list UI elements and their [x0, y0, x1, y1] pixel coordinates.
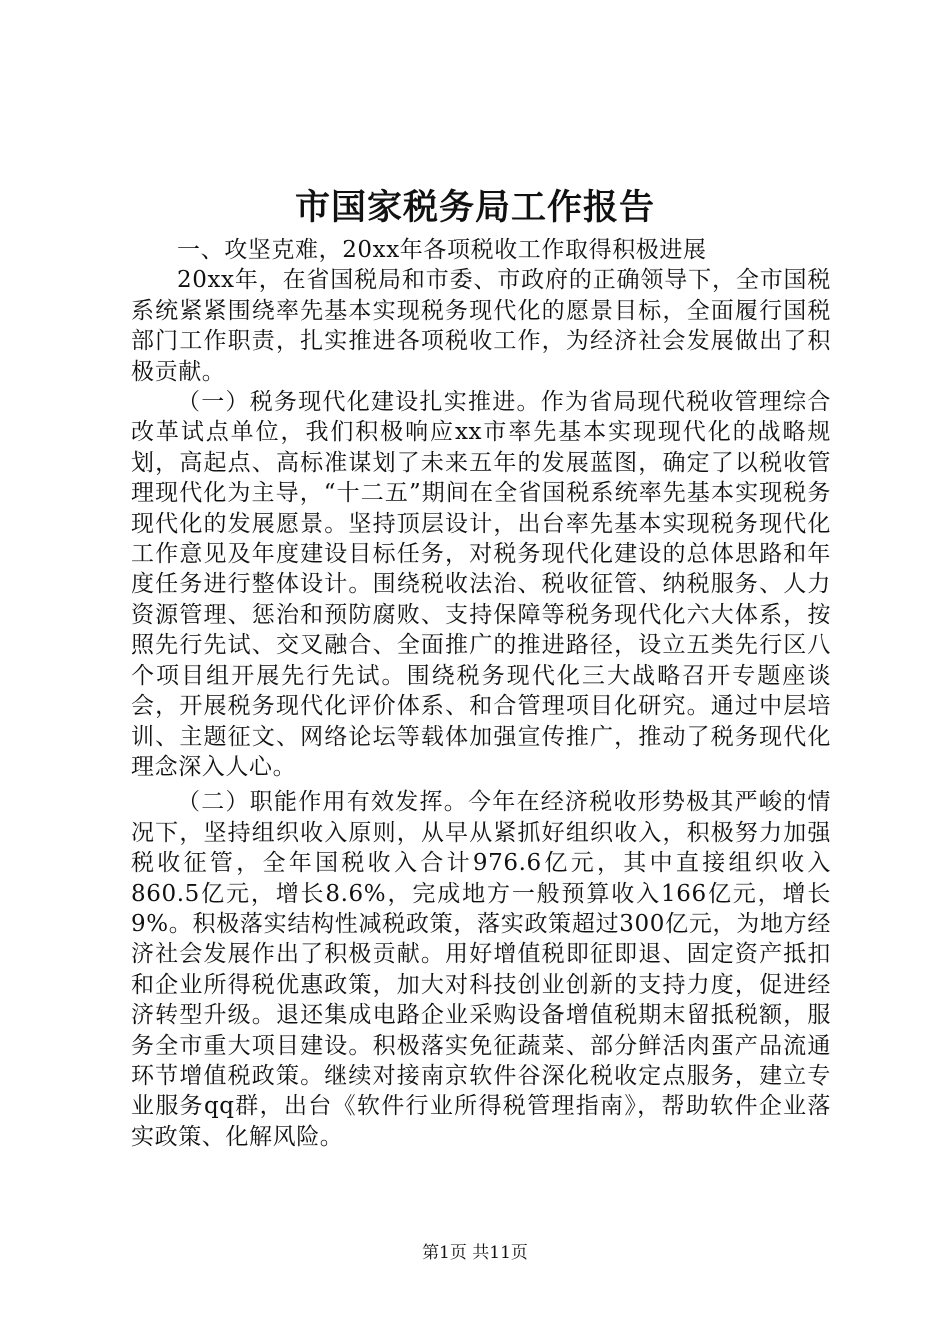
section-heading: 一、攻坚克难，20xx年各项税收工作取得积极进展 [177, 237, 707, 263]
paragraph-functions: （二）职能作用有效发挥。今年在经济税收形势极其严峻的情况下，坚持组织收入原则，从早从紧抓好组织收入，积极努力加强税收征管，全年国税收入合计976.6亿元，其中直接组织收入860.5亿元，增长8.6%，完成地方一般预算收入166亿元，增长9%。积极落实结构性减税政策，落实政策超过300亿元，为地方经济社会发展作出了积极贡献。用好增值税即征即退、固定资产抵扣和企业所得税优惠政策，加大对科技创业创新的支持力度，促进经济转型升级。退还集成电路企业采购设备增值税期末留抵税额，服务全市重大项目建设。积极落实免征蔬菜、部分鲜活肉蛋产品流通环节增值税政策。继续对接南京软件谷深化税收定点服务，建立专业服务qq群，出台《软件行业所得税管理指南》，帮助软件企业落实政策、化解风险。 [131, 789, 831, 1150]
document-title: 市国家税务局工作报告 [294, 187, 655, 228]
page-footer: 第1页 共11页 [422, 1243, 528, 1263]
paragraph-intro: 20xx年，在省国税局和市委、市政府的正确领导下，全市国税系统紧紧围绕率先基本实现税务现代化的愿景目标，全面履行国税部门工作职责，扎实推进各项税收工作，为经济社会发展做出了积极贡献。 [131, 267, 831, 385]
paragraph-modernization: （一）税务现代化建设扎实推进。作为省局现代税收管理综合改革试点单位，我们积极响应xx市率先基本实现现代化的战略规划，高起点、高标准谋划了未来五年的发展蓝图，确定了以税收管理现代化为主导，“十二五”期间在全省国税系统率先基本实现税务现代化的发展愿景。坚持顶层设计，出台率先基本实现税务现代化工作意见及年度建设目标任务，对税务现代化建设的总体思路和年度任务进行整体设计。围绕税收法治、税收征管、纳税服务、人力资源管理、惩治和预防腐败、支持保障等税务现代化六大体系，按照先行先试、交叉融合、全面推广的推进路径，设立五类先行区八个项目组开展先行先试。围绕税务现代化三大战略召开专题座谈会，开展税务现代化评价体系、和合管理项目化研究。通过中层培训、主题征文、网络论坛等载体加强宣传推广，推动了税务现代化理念深入人心。 [131, 389, 831, 780]
document-body [131, 235, 831, 1152]
